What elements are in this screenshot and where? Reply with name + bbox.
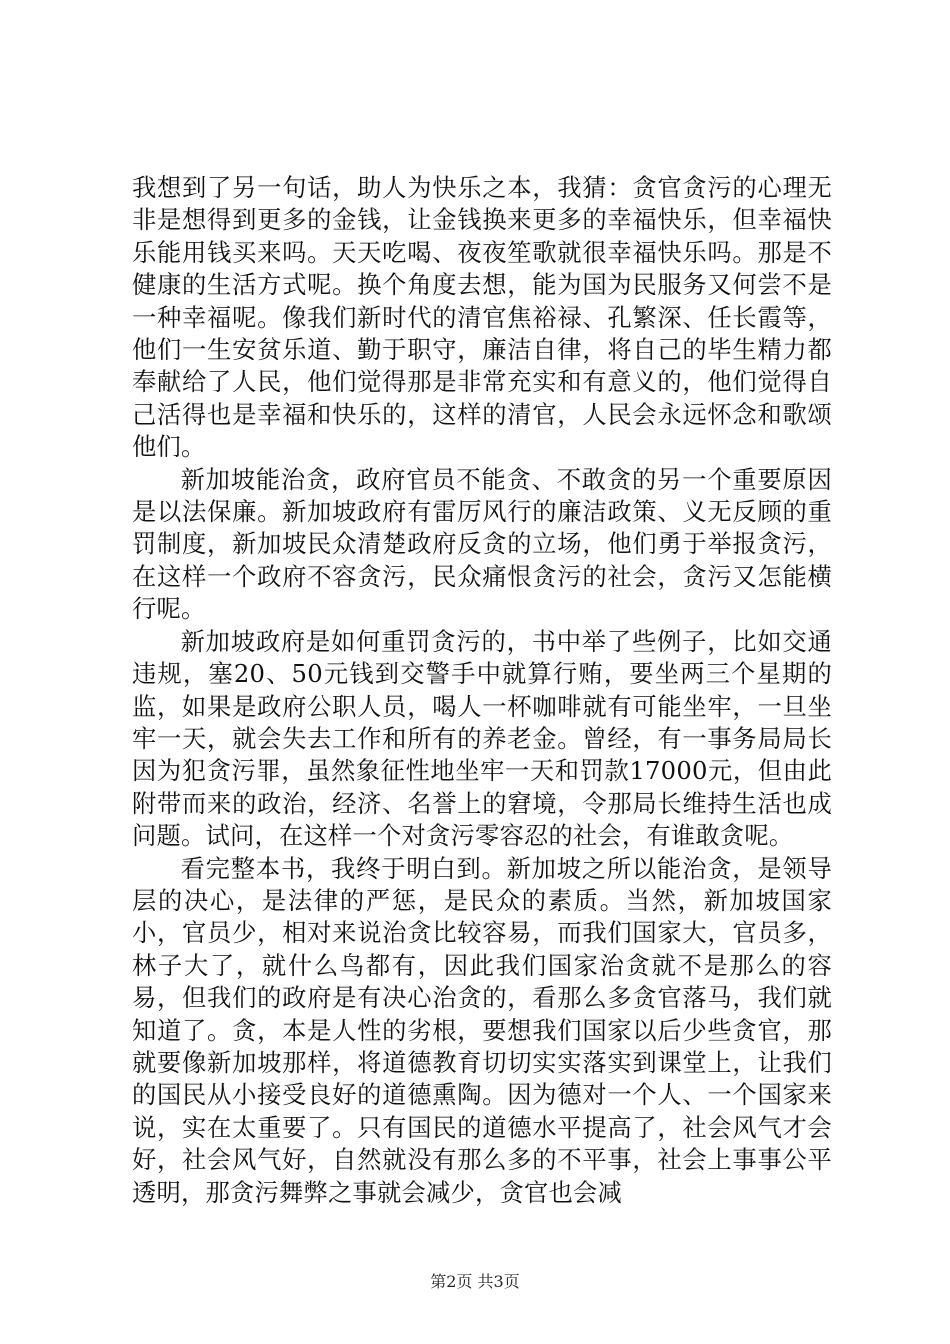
- paragraph-3: 新加坡政府是如何重罚贪污的，书中举了些例子，比如交通违规，塞20、50元钱到交警手中就算行贿，要坐两三个星期的监，如果是政府公职人员，喝人一杯咖啡就有可能坐牢，一旦坐牢一天，就会失去工作和所有的养老金。曾经，有一事务局局长因为犯贪污罪，虽然象征性地坐牢一天和罚款17000元，但由此附带而来的政治，经济、名誉上的窘境，令那局长维持生活也成问题。试问，在这样一个对贪污零容忍的社会，有谁敢贪呢。: [132, 626, 832, 851]
- paragraph-2: 新加坡能治贪，政府官员不能贪、不敢贪的另一个重要原因是以法保廉。新加坡政府有雷厉风行的廉洁政策、义无反顾的重罚制度，新加坡民众清楚政府反贪的立场，他们勇于举报贪污，在这样一个政府不容贪污，民众痛恨贪污的社会，贪污又怎能横行呢。: [132, 464, 832, 624]
- page-number-footer: 第2页 共3页: [430, 1272, 520, 1291]
- document-body: [132, 172, 832, 1209]
- paragraph-4: 看完整本书，我终于明白到。新加坡之所以能治贪，是领导层的决心，是法律的严惩，是民众的素质。当然，新加坡国家小，官员少，相对来说治贪比较容易，而我们国家大，官员多，林子大了，就什么鸟都有，因此我们国家治贪就不是那么的容易，但我们的政府是有决心治贪的，看那么多贪官落马，我们就知道了。贪，本是人性的劣根，要想我们国家以后少些贪官，那就要像新加坡那样，将道德教育切切实实落实到课堂上，让我们的国民从小接受良好的道德熏陶。因为德对一个人、一个国家来说，实在太重要了。只有国民的道德水平提高了，社会风气才会好，社会风气好，自然就没有那么多的不平事，社会上事事公平透明，那贪污舞弊之事就会减少，贪官也会减: [132, 853, 832, 1207]
- paragraph-1: 我想到了另一句话，助人为快乐之本，我猜：贪官贪污的心理无非是想得到更多的金钱，让金钱换来更多的幸福快乐，但幸福快乐能用钱买来吗。天天吃喝、夜夜笙歌就很幸福快乐吗。那是不健康的生活方式呢。换个角度去想，能为国为民服务又何尝不是一种幸福呢。像我们新时代的清官焦裕禄、孔繁深、任长霞等，他们一生安贫乐道、勤于职守，廉洁自律，将自己的毕生精力都奉献给了人民，他们觉得那是非常充实和有意义的，他们觉得自己活得也是幸福和快乐的，这样的清官，人民会永远怀念和歌颂他们。: [132, 173, 832, 462]
